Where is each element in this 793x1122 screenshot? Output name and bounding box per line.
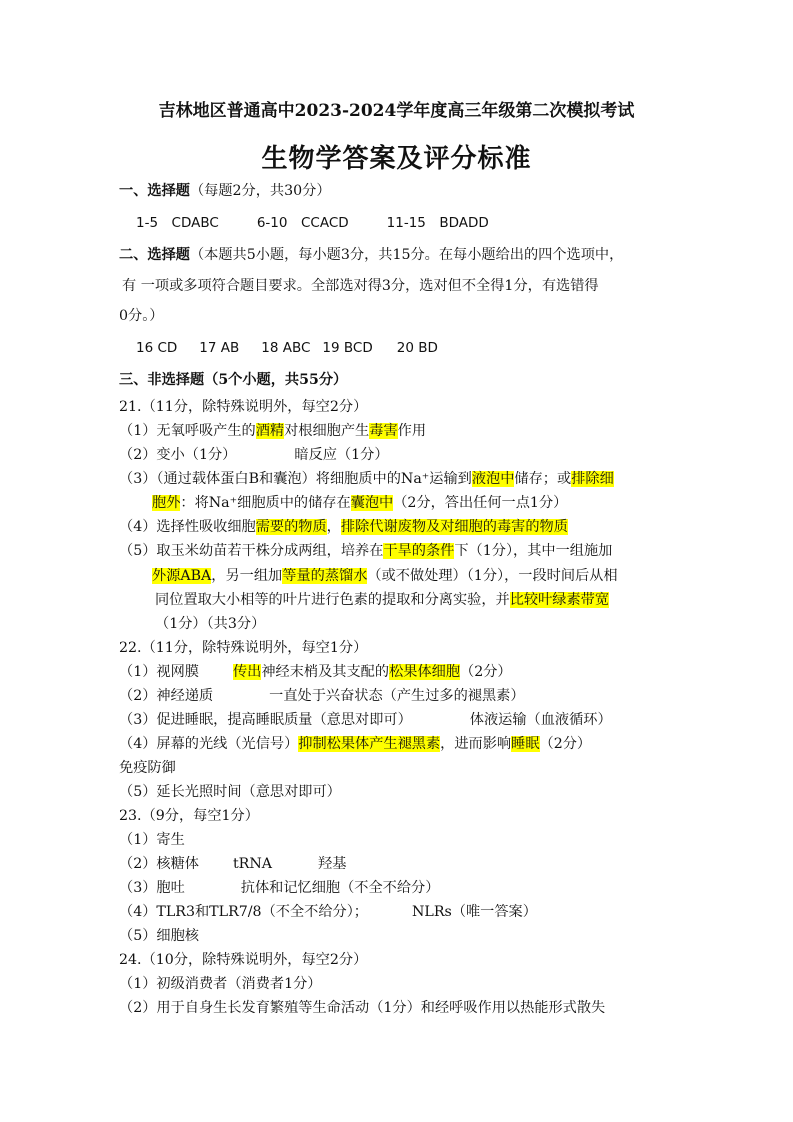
q21-line [119,421,426,441]
text: （3）胞吐 [119,880,185,896]
text: （4）TLR3和TLR7/8（不全不给分）； [119,904,368,920]
document-subtitle: 生物学答案及评分标准 [261,144,532,174]
text: ， [326,519,341,535]
text: 抗体和记忆细胞（不全不给分） [240,880,440,896]
text: （2）变小（1分） [119,447,237,463]
text: ：将Na⁺细胞质中的储存在 [180,495,351,511]
highlight: 酒精 [255,423,285,439]
text: （或不做处理）（1分），一段时间后从相 [367,568,618,584]
q23-line [119,902,537,922]
text: （4）选择性吸收细胞 [119,519,256,535]
text: 一直处于兴奋状态（产生过多的褪黑素） [269,688,525,704]
part2-answers [136,338,438,358]
text: （4）屏幕的光线（光信号） [119,736,299,752]
text: （5）取玉米幼苗若干株分成两组，培养在 [119,543,384,559]
highlight: 比较叶绿素带宽 [509,592,610,608]
q23-line [119,854,346,874]
text: NLRs（唯一答案） [411,904,537,920]
part2-note: （本题共5小题，每小题3分，共15分。在每小题给出的四个选项中， [189,247,624,263]
text: （1）视网膜 [119,664,199,680]
highlight: 传出 [232,664,262,680]
answer-group: 11-15 BDADD [386,215,489,231]
answer-group: 16 CD [136,340,178,356]
text: 羟基 [318,856,347,872]
highlight: 排除代谢废物及对细胞的毒害的物质 [340,519,568,535]
highlight: 外源ABA [152,568,212,584]
text: （1）无氧呼吸产生的 [119,423,256,439]
text: （2）神经递质 [119,688,214,704]
text: 同位置取大小相等的叶片进行色素的提取和分离实验，并 [155,592,510,608]
q22-line: 免疫防御 [119,760,176,776]
highlight: 液泡中 [471,471,515,487]
text: （3）促进睡眠，提高睡眠质量（意思对即可） [119,712,412,728]
text: 神经末梢及其支配的 [261,664,390,680]
q22-line [119,710,612,730]
q21-line [119,445,389,465]
highlight: 干旱的条件 [383,543,455,559]
answer-group: 19 BCD [322,340,373,356]
q21-line [155,590,609,610]
text: （2分，答出任何一点1分） [393,495,568,511]
highlight: 等量的蒸馏水 [282,568,368,584]
highlight: 排除细 [571,471,614,487]
part1-answers [136,213,489,233]
part1-note: （每题2分，共30分） [189,183,331,199]
part3-heading: 三、非选择题（5个小题，共55分） [119,372,348,388]
q23-line [119,878,439,898]
highlight: 需要的物质 [255,519,327,535]
highlight: 毒害 [369,423,398,439]
q23-line: （5）细胞核 [119,928,199,944]
text: （2）核糖体 [119,856,199,872]
q24-header: 24.（10分，除特殊说明外，每空2分） [119,952,368,968]
part1-heading: 一、选择题 [119,183,190,199]
exam-title: 吉林地区普通高中2023-2024学年度高三年级第二次模拟考试 [158,101,635,121]
answer-group: 17 AB [199,340,240,356]
text: 作用 [397,423,427,439]
part2-note-line: 0分。） [119,308,164,324]
q22-line [119,686,525,706]
text: 下（1分），其中一组施加 [454,543,613,559]
highlight: 囊泡中 [350,495,394,511]
answer-group: 18 ABC [261,340,311,356]
text: 暗反应（1分） [294,447,389,463]
q21-header: 21.（11分，除特殊说明外，每空2分） [119,399,368,415]
q21-line [119,541,612,561]
part2-note-line: 有 一项或多项符合题目要求。全部选对得3分，选对但不全得1分，有选错得 [122,278,599,294]
highlight: 抑制松果体产生褪黑素 [298,736,441,752]
q22-line [119,662,512,682]
answer-group: 20 BD [396,340,438,356]
answer-group: 6-10 CCACD [256,215,349,231]
q23-header: 23.（9分，每空1分） [119,808,259,824]
q22-line: （5）延长光照时间（意思对即可） [119,784,341,800]
part2-heading-line [119,245,623,265]
q21-line: （1分）（共3分） [155,616,266,632]
text: tRNA [232,856,273,872]
highlight: 松果体细胞 [389,664,461,680]
text: 储存；或 [514,471,572,487]
part1-heading-line [119,181,331,201]
highlight: 睡眠 [511,736,540,752]
text: ，另一组加 [211,568,283,584]
text: 体液运输（血液循环） [469,712,612,728]
q21-line [119,517,568,537]
q21-line [152,566,618,586]
q23-line: （1）寄生 [119,832,185,848]
q24-line: （2）用于自身生长发育繁殖等生命活动（1分）和经呼吸作用以热能形式散失 [119,1000,606,1016]
text: 对根细胞产生 [284,423,370,439]
q22-header: 22.（11分，除特殊说明外，每空1分） [119,640,368,656]
part2-heading: 二、选择题 [119,247,190,263]
q21-line [152,493,567,513]
text: （3）（通过载体蛋白B和囊泡）将细胞质中的Na⁺运输到 [119,471,472,487]
q21-line [119,469,614,489]
highlight: 胞外 [152,495,181,511]
text: ，进而影响 [440,736,512,752]
text: （2分） [460,664,512,680]
answer-group: 1-5 CDABC [136,215,219,231]
q24-line: （1）初级消费者（消费者1分） [119,976,322,992]
q22-line [119,734,591,754]
text: （2分） [539,736,592,752]
